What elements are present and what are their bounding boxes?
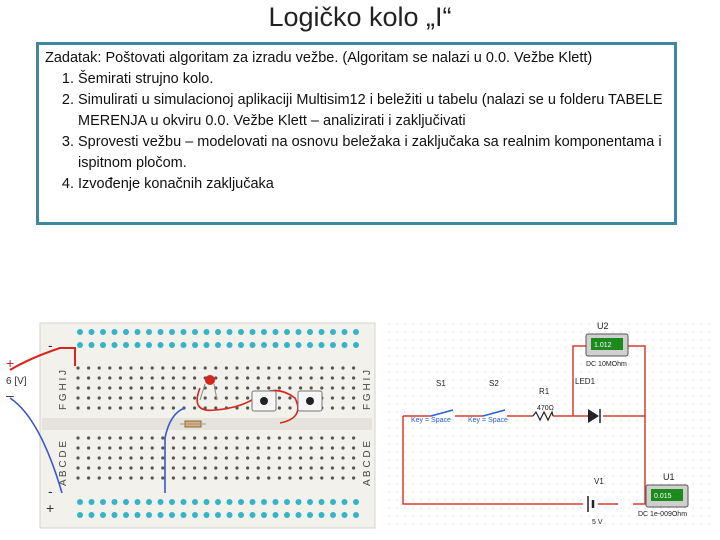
task-steps: [45, 69, 668, 195]
r1-value: 470Ω: [537, 405, 554, 412]
minus-top-label: -: [48, 337, 53, 353]
u2-reading: 1.012: [594, 342, 612, 349]
breadboard-figure: [0, 318, 380, 530]
rows-label-bottom-right: A B C D E: [362, 440, 373, 486]
minus-bottom-label: -: [48, 483, 53, 499]
led-label: LED1: [575, 377, 596, 386]
minus-left-label: –: [6, 387, 14, 403]
center-channel: [42, 418, 372, 430]
u2-label: U2: [597, 321, 609, 331]
slide-title: Logičko kolo „I“: [268, 2, 452, 32]
rows-label-top-right: F G H I J: [362, 370, 373, 410]
s2-label: S2: [489, 379, 499, 388]
s1-key: Key = Space: [411, 417, 451, 424]
task-step-2: 2. Simulirati u simulacionoj aplikaciji Multisim12 i beležiti u tabelu (nalazi se u folderu TABELE MERENJA u okviru 0.0. Vežbe Klett – analizirati i zaključivati: [78, 90, 668, 132]
task-box: [36, 42, 677, 225]
task-step-1: 1. Šemirati strujno kolo.: [78, 69, 668, 90]
plus-top-label: +: [6, 355, 15, 371]
task-step-4: 4. Izvođenje konačnih zaključaka: [78, 174, 668, 195]
push-button-1: [252, 391, 276, 411]
rows-label-bottom: A B C D E: [58, 440, 69, 486]
plus-bottom-label: +: [46, 500, 55, 516]
u2-spec: DC 10MOhm: [586, 361, 627, 368]
schematic-figure: [383, 318, 715, 530]
s1-label: S1: [436, 379, 446, 388]
u1-reading: 0.015: [654, 493, 672, 500]
u1-spec: DC 1e-009Ohm: [638, 511, 688, 518]
r1-label: R1: [539, 387, 550, 396]
task-step-3: 3. Sprovesti vežbu – modelovati na osnovu beležaka i zaključaka sa realnim komponentama i ispitnom pločom.: [78, 132, 668, 174]
v1-value: 5 V: [592, 519, 603, 526]
u1-label: U1: [663, 472, 675, 482]
v1-label: V1: [594, 477, 604, 486]
push-button-2: [298, 391, 322, 411]
rows-label-top: F G H I J: [58, 370, 69, 410]
voltage-label: 6 [V]: [6, 376, 27, 387]
s2-key: Key = Space: [468, 417, 508, 424]
task-intro: Zadatak: Poštovati algoritam za izradu vežbe. (Algoritam se nalazi u 0.0. Vežbe Klett): [45, 50, 593, 66]
